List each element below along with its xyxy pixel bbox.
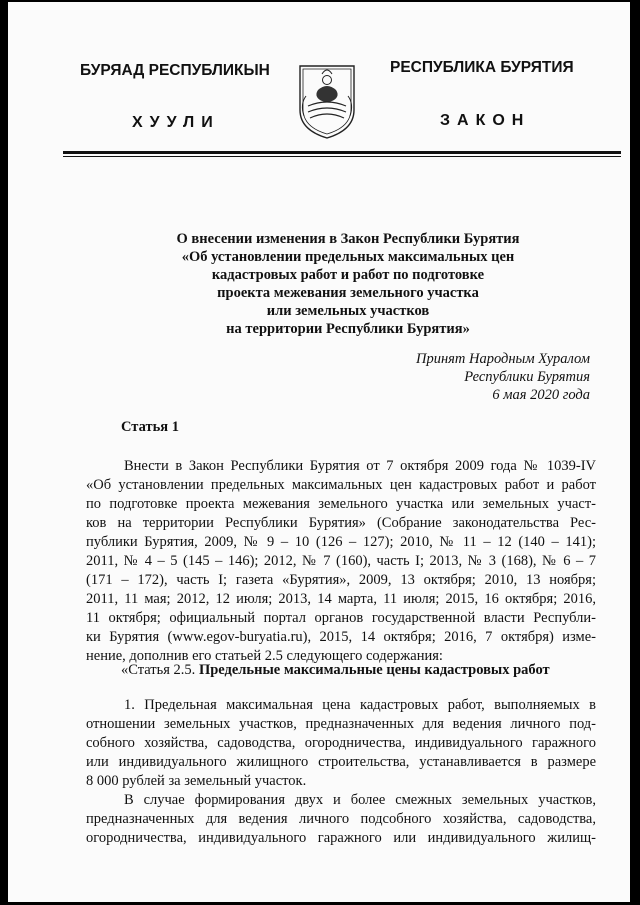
text-line: 2011, 11 мая; 2012, 12 июля; 2013, 14 марта, 11 июля; 2015, 16 октября; 2016, <box>86 591 596 607</box>
title-line: на территории Республики Бурятия» <box>226 321 470 337</box>
text-line: 1. Предельная максимальная цена кадастровых работ, выполняемых в <box>124 697 596 713</box>
text-line: отношении земельных участков, предназначенных для ведения личного под- <box>86 716 596 732</box>
article-2-5-title: Предельные максимальные цены кадастровых работ <box>198 662 550 678</box>
paragraph-price <box>86 696 596 791</box>
adoption-line: Принят Народным Хуралом <box>415 351 590 367</box>
text-line: или индивидуального жилищного строительства, устанавливается в размере <box>86 754 596 770</box>
header-right-bottom: ЗАКОН <box>440 112 531 129</box>
article-2-5-heading <box>121 662 550 679</box>
paragraph-adjacent-plots <box>86 791 596 848</box>
header-rule-thin <box>63 156 621 157</box>
text-line: 11 октября; официальный портал органов государственной власти Республи- <box>86 610 596 626</box>
article-1-heading: Статья 1 <box>121 419 179 435</box>
text-line: предназначенных для ведения личного подсобного хозяйства, садоводства, <box>86 811 596 827</box>
text-line: «Об установлении предельных максимальных цен кадастровых работ и работ <box>86 477 596 493</box>
coat-of-arms-emblem <box>296 60 358 140</box>
adoption-note <box>416 350 590 404</box>
title-line: проекта межевания земельного участка <box>217 285 479 301</box>
text-line: В случае формирования двух и более смежных земельных участков, <box>124 792 596 808</box>
title-line: кадастровых работ и работ по подготовке <box>211 267 485 283</box>
header-left-top: БУРЯАД РЕСПУБЛИКЫН <box>80 62 270 79</box>
document-page <box>8 2 630 902</box>
text-line: по подготовке проекта межевания земельного участка или земельных участ- <box>86 496 596 512</box>
text-line: ки Бурятия (www.egov-buryatia.ru), 2015, 14 октября; 2016, 7 октября) изме- <box>86 629 596 645</box>
header-rule-thick <box>63 151 621 154</box>
header-left-bottom: ХУУЛИ <box>132 114 220 131</box>
title-line: или земельных участков <box>266 303 430 319</box>
text-line: собного хозяйства, садоводства, огородничества, индивидуального гаражного <box>86 735 596 751</box>
adoption-line: Республики Бурятия <box>464 369 590 385</box>
title-line: «Об установлении предельных максимальных цен <box>181 249 515 265</box>
paragraph-amendment <box>86 457 596 666</box>
text-line: (171 – 172), часть I; газета «Бурятия», 2009, 13 октября; 2010, 13 ноября; <box>86 572 596 588</box>
adoption-line: 6 мая 2020 года <box>492 387 590 403</box>
text-line: публики Бурятия, 2009, № 9 – 10 (126 – 127); 2010, № 11 – 12 (140 – 141); <box>86 534 596 550</box>
text-line: 2011, № 4 – 5 (145 – 146); 2012, № 7 (160), часть I; 2013, № 3 (168), № 6 – 7 <box>86 553 596 569</box>
text-line: нение, дополнив его статьей 2.5 следующего содержания: <box>86 648 443 664</box>
text-line: ков на территории Республики Бурятия» (Собрание законодательства Рес- <box>86 515 596 531</box>
title-line: О внесении изменения в Закон Республики Бурятия <box>176 231 520 247</box>
law-title <box>68 230 628 338</box>
text-line: 8 000 рублей за земельный участок. <box>86 773 307 789</box>
text-line: Внести в Закон Республики Бурятия от 7 октября 2009 года № 1039-IV <box>124 458 596 474</box>
text-line: огородничества, индивидуального гаражного или индивидуального жилищ- <box>86 830 596 846</box>
article-2-5-prefix: «Статья 2.5. <box>121 662 199 678</box>
header-right-top: РЕСПУБЛИКА БУРЯТИЯ <box>390 59 574 76</box>
